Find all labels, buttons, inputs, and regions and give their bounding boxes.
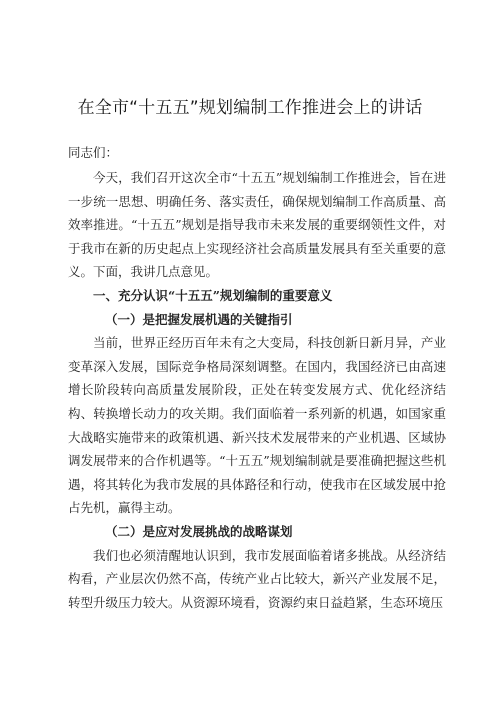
intro-paragraph: 今天，我们召开这次全市“十五五”规划编制工作推进会，旨在进一步统一思想、明确任务、落实责任，确保规划编制工作高质量、高效率推进。“十五五”规划是指导我市未来发展的重要纲领性文件，对于我市在新的历史起点上实现经济社会高质量发展具有至关重要的意义。下面，我讲几点意见。 [68,170,446,280]
greeting: 同志们： [68,145,119,160]
subsection-heading-2: （二）是应对发展挑战的战略谋划 [105,523,293,539]
document-body [68,166,446,614]
document-title: 在全市“十五五”规划编制工作推进会上的讲话 [77,98,423,118]
subsection-2-paragraph: 我们也必须清醒地认识到，我市发展面临着诸多挑战。从经济结构看，产业层次仍然不高，传统产业占比较大，新兴产业发展不足，转型升级压力较大。从资源环境看，资源约束日益趋紧，生态环境压 [68,547,446,610]
subsection-heading-1: （一）是把握发展机遇的关键指引 [105,311,293,327]
section-heading-1: 一、充分认识“十五五”规划编制的重要意义 [93,287,333,303]
subsection-1-paragraph: 当前，世界正经历百年未有之大变局，科技创新日新月异，产业变革深入发展，国际竞争格局深刻调整。在国内，我国经济已由高速增长阶段转向高质量发展阶段，正处在转变发展方式、优化经济结构、转换增长动力的攻关期。我们面临着一系列新的机遇，如国家重大战略实施带来的政策机遇、新兴技术发展带来的产业机遇、区域协调发展带来的合作机遇等。“十五五”规划编制就是要准确把握这些机遇，将其转化为我市发展的具体路径和行动，使我市在区域发展中抢占先机，赢得主动。 [68,335,446,516]
